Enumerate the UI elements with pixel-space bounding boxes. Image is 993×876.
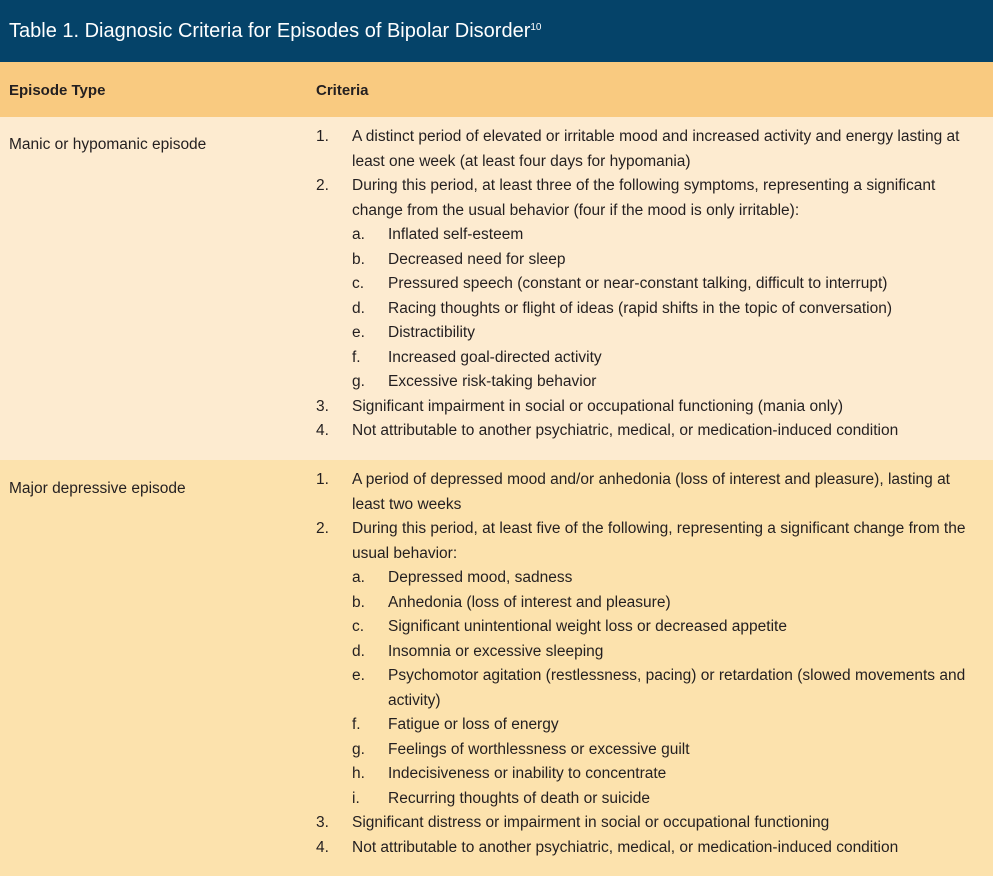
- criteria-subitem: [316, 640, 987, 665]
- table-row: [0, 117, 993, 460]
- subitem-text: Significant unintentional weight loss or decreased appetite: [388, 618, 787, 635]
- criteria-list: [316, 125, 987, 444]
- criteria-subitem: [316, 566, 987, 591]
- subitem-letter: e.: [352, 324, 365, 341]
- item-number: 4.: [316, 422, 329, 439]
- criteria-item: [316, 174, 987, 223]
- subitem-letter: c.: [352, 275, 365, 292]
- item-text: Not attributable to another psychiatric, medical, or medication-induced condition: [352, 422, 899, 439]
- subitem-letter: f.: [352, 716, 361, 733]
- subitem-letter: g.: [352, 373, 365, 390]
- item-text: A distinct period of elevated or irritable mood and increased activity and energy lasting at least one week (at least four days for hypomania): [352, 128, 960, 170]
- subitem-text: Feelings of worthlessness or excessive guilt: [388, 740, 690, 758]
- criteria-subitem: [316, 321, 987, 346]
- episode-type-cell: Manic or hypomanic episode: [9, 136, 207, 153]
- table-title-bar: Table 1. Diagnosic Criteria for Episodes of Bipolar Disorder $^{10}$: [0, 0, 993, 62]
- criteria-subitem: [316, 787, 987, 812]
- criteria-subitem: [316, 272, 987, 297]
- subitem-letter: b.: [352, 593, 365, 611]
- table-row: [0, 460, 993, 876]
- item-number: 2.: [316, 177, 329, 194]
- subitem-letter: i.: [352, 789, 360, 807]
- table-title: Table 1. Diagnosic Criteria for Episodes of Bipolar Disorder: [9, 19, 531, 42]
- subitem-text: Pressured speech (constant or near-constant talking, difficult to interrupt): [388, 275, 888, 292]
- criteria-subitem: [316, 370, 987, 395]
- item-number: 1.: [316, 128, 329, 145]
- criteria-item: [316, 468, 987, 517]
- subitem-text: Distractibility: [388, 324, 475, 341]
- subitem-text: Anhedonia (loss of interest and pleasure): [388, 593, 671, 611]
- item-number: 2.: [316, 520, 329, 537]
- item-text: Not attributable to another psychiatric, medical, or medication-induced condition: [352, 838, 899, 856]
- criteria-list: [316, 468, 987, 860]
- criteria-subitem: [316, 738, 987, 763]
- criteria-subitem: [316, 713, 987, 738]
- subitem-letter: g.: [352, 740, 365, 758]
- criteria-subitem: [316, 762, 987, 787]
- criteria-item: [316, 811, 987, 836]
- item-number: 4.: [316, 838, 329, 856]
- criteria-item: [316, 517, 987, 566]
- column-header-episode-type: Episode Type: [9, 82, 106, 99]
- subitem-letter: a.: [352, 569, 365, 586]
- item-number: 1.: [316, 471, 329, 488]
- item-text: During this period, at least three of the following symptoms, representing a significant change from the usual behavior (four if the mood is only irritable):: [352, 177, 936, 219]
- subitem-text: Excessive risk-taking behavior: [388, 373, 597, 390]
- table-header-row: [0, 62, 993, 117]
- criteria-item: [316, 419, 987, 444]
- criteria-subitem: [316, 297, 987, 322]
- criteria-item: [316, 395, 987, 420]
- criteria-subitem: [316, 248, 987, 273]
- criteria-subitem: [316, 591, 987, 616]
- subitem-text: Increased goal-directed activity: [388, 348, 602, 366]
- item-number: 3.: [316, 397, 329, 415]
- column-header-criteria: Criteria: [316, 82, 369, 99]
- item-number: 3.: [316, 814, 329, 831]
- subitem-letter: a.: [352, 226, 365, 243]
- episode-type-cell: Major depressive episode: [9, 480, 186, 497]
- item-text: During this period, at least five of the following, representing a significant change from the usual behavior:: [352, 520, 966, 562]
- subitem-text: Fatigue or loss of energy: [388, 716, 559, 733]
- subitem-text: Depressed mood, sadness: [388, 569, 573, 586]
- criteria-subitem: [316, 664, 987, 713]
- subitem-text: Recurring thoughts of death or suicide: [388, 789, 650, 807]
- criteria-subitem: [316, 615, 987, 640]
- criteria-item: [316, 836, 987, 861]
- subitem-letter: d.: [352, 299, 365, 317]
- criteria-subitem: [316, 346, 987, 371]
- subitem-letter: d.: [352, 642, 365, 660]
- subitem-letter: e.: [352, 667, 365, 684]
- subitem-letter: h.: [352, 765, 365, 782]
- criteria-item: [316, 125, 987, 174]
- item-text: A period of depressed mood and/or anhedonia (loss of interest and pleasure), lasting at least two weeks: [352, 471, 950, 513]
- subitem-text: Inflated self-esteem: [388, 226, 524, 243]
- criteria-subitem: [316, 223, 987, 248]
- subitem-text: Psychomotor agitation (restlessness, pacing) or retardation (slowed movements and activity): [388, 667, 966, 709]
- subitem-text: Racing thoughts or flight of ideas (rapid shifts in the topic of conversation): [388, 299, 893, 317]
- subitem-letter: c.: [352, 618, 365, 635]
- item-text: Significant distress or impairment in social or occupational functioning: [352, 814, 830, 831]
- subitem-text: Indecisiveness or inability to concentrate: [388, 765, 667, 782]
- subitem-text: Insomnia or excessive sleeping: [388, 642, 604, 660]
- item-text: Significant impairment in social or occupational functioning (mania only): [352, 397, 844, 415]
- subitem-text: Decreased need for sleep: [388, 250, 566, 268]
- subitem-letter: f.: [352, 348, 361, 366]
- subitem-letter: b.: [352, 250, 365, 268]
